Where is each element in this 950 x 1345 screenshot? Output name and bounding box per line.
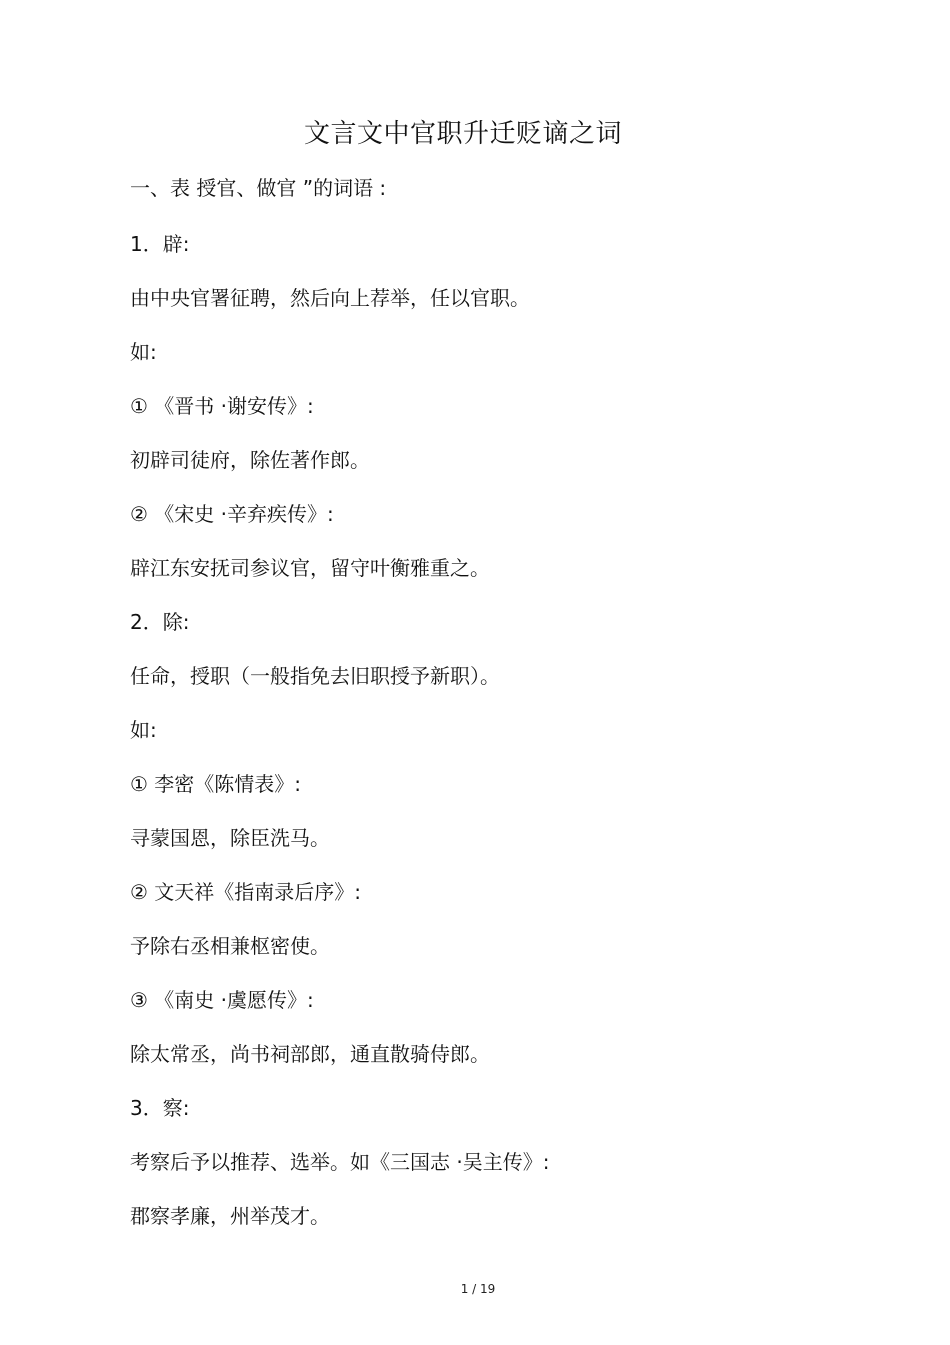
- example-label: 如:: [130, 340, 157, 364]
- term-definition-chu: 任命，授职（一般指免去旧职授予新职）。: [130, 664, 500, 688]
- term-heading-bi: 1．辟:: [130, 232, 190, 256]
- term-definition-cha: 考察后予以推荐、选举。如《三国志 ·吴主传》:: [130, 1150, 550, 1174]
- example-quote: 郡察孝廉，州举茂才。: [130, 1204, 330, 1228]
- example-source: ① 《晋书 ·谢安传》:: [130, 394, 314, 418]
- document-title: 文言文中官职升迁贬谪之词: [303, 119, 622, 149]
- section-heading-appointment-terms: 一、表 授官、做官 ”的词语 :: [130, 176, 387, 200]
- term-heading-cha: 3．察:: [130, 1096, 190, 1120]
- example-source: ③ 《南史 ·虞愿传》:: [130, 988, 314, 1012]
- example-quote: 予除右丞相兼枢密使。: [130, 934, 330, 958]
- example-quote: 寻蒙国恩，除臣洗马。: [130, 826, 330, 850]
- example-quote: 除太常丞，尚书祠部郎，通直散骑侍郎。: [130, 1042, 490, 1066]
- term-heading-chu: 2．除:: [130, 610, 190, 634]
- page-number: 1 / 19: [460, 1282, 496, 1296]
- example-quote: 辟江东安抚司参议官，留守叶衡雅重之。: [130, 556, 490, 580]
- example-source: ② 文天祥《指南录后序》:: [130, 880, 362, 904]
- example-source: ② 《宋史 ·辛弃疾传》:: [130, 502, 334, 526]
- example-quote: 初辟司徒府，除佐著作郎。: [130, 448, 370, 472]
- example-source: ① 李密《陈情表》:: [130, 772, 302, 796]
- term-definition-bi: 由中央官署征聘，然后向上荐举，任以官职。: [130, 286, 530, 310]
- example-label: 如:: [130, 718, 157, 742]
